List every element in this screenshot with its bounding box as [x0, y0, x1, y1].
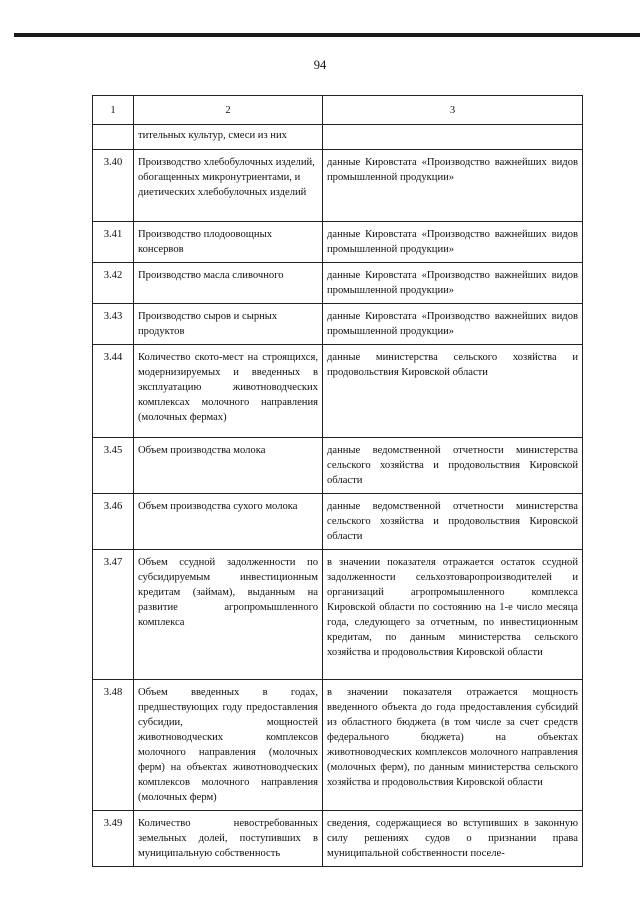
data-source: данные Кировстата «Производство важнейших видов промышленной продукции»	[323, 263, 583, 304]
row-number: 3.45	[93, 438, 134, 494]
table-row	[93, 494, 583, 550]
row-number: 3.47	[93, 550, 134, 680]
header-cell-2: 2	[134, 96, 323, 125]
row-number: 3.40	[93, 150, 134, 222]
indicator-name: Производство сыров и сырных продуктов	[134, 304, 323, 345]
indicator-name: Объем производства сухого молока	[134, 494, 323, 550]
row-number: 3.44	[93, 345, 134, 438]
table-row	[93, 550, 583, 680]
indicator-name: Количество невостребованных земельных долей, поступивших в муниципальную собственность	[134, 811, 323, 867]
data-source: в значении показателя отражается остаток ссудной задолженности сельхозтоваропроизводителей и организаций агропромышленного комплекса Кировской области по состоянию на 1-е число месяца года, следующего за отчетным, по инвестиционным кредитам, по данным министерства сельского хозяйства и продовольствия Кировской области	[323, 550, 583, 680]
data-source: данные ведомственной отчетности министерства сельского хозяйства и продовольствия Кировской области	[323, 494, 583, 550]
indicators-table	[92, 95, 583, 867]
table-row	[93, 811, 583, 867]
data-source: сведения, содержащиеся во вступивших в законную силу решениях судов о признании права муниципальной собственности поселе-	[323, 811, 583, 867]
row-number: 3.43	[93, 304, 134, 345]
table-row	[93, 263, 583, 304]
header-cell-1: 1	[93, 96, 134, 125]
data-source: данные Кировстата «Производство важнейших видов промышленной продукции»	[323, 150, 583, 222]
row-number: 3.42	[93, 263, 134, 304]
row-number	[93, 125, 134, 150]
indicator-name: Объем производства молока	[134, 438, 323, 494]
table-row-continuation	[93, 125, 583, 150]
data-source: данные ведомственной отчетности министерства сельского хозяйства и продовольствия Кировской области	[323, 438, 583, 494]
indicator-name: Производство плодоовощных консервов	[134, 222, 323, 263]
data-source: данные министерства сельского хозяйства и продовольствия Кировской области	[323, 345, 583, 438]
page-number: 94	[313, 58, 327, 72]
row-number: 3.48	[93, 680, 134, 811]
row-number: 3.41	[93, 222, 134, 263]
table-row	[93, 345, 583, 438]
row-number: 3.46	[93, 494, 134, 550]
data-source: в значении показателя отражается мощность введенного объекта до года предоставления субсидий из областного бюджета (в том числе за счет средств федерального бюджета) на объектах животноводческих комплексов молочного направления (молочных ферм), по данным министерства сельского хозяйства и продовольствия Кировской области	[323, 680, 583, 811]
indicator-name: Объем введенных в годах, предшествующих году предоставления субсидии, мощностей животноводческих комплексов молочного направления (молочных ферм) на объектах животноводческих комплексов молочного направления (молочных ферм)	[134, 680, 323, 811]
indicator-name: Количество ското-мест на строящихся, модернизируемых и введенных в эксплуатацию животноводческих комплексах молочного направления (молочных фермах)	[134, 345, 323, 438]
table-row	[93, 150, 583, 222]
data-source: данные Кировстата «Производство важнейших видов промышленной продукции»	[323, 304, 583, 345]
indicator-name: тительных культур, смеси из них	[134, 125, 323, 150]
table-header-row	[93, 96, 583, 125]
table-row	[93, 438, 583, 494]
data-source	[323, 125, 583, 150]
top-rule	[14, 33, 640, 37]
indicator-name: Объем ссудной задолженности по субсидируемым инвестиционным кредитам (займам), выданным на развитие агропромышленного комплекса	[134, 550, 323, 680]
indicator-name: Производство масла сливочного	[134, 263, 323, 304]
table-row	[93, 680, 583, 811]
row-number: 3.49	[93, 811, 134, 867]
header-cell-3: 3	[323, 96, 583, 125]
table-row	[93, 304, 583, 345]
indicator-name: Производство хлебобулочных изделий, обогащенных микронутриентами, и диетических хлебобулочных изделий	[134, 150, 323, 222]
table-row	[93, 222, 583, 263]
data-source: данные Кировстата «Производство важнейших видов промышленной продукции»	[323, 222, 583, 263]
